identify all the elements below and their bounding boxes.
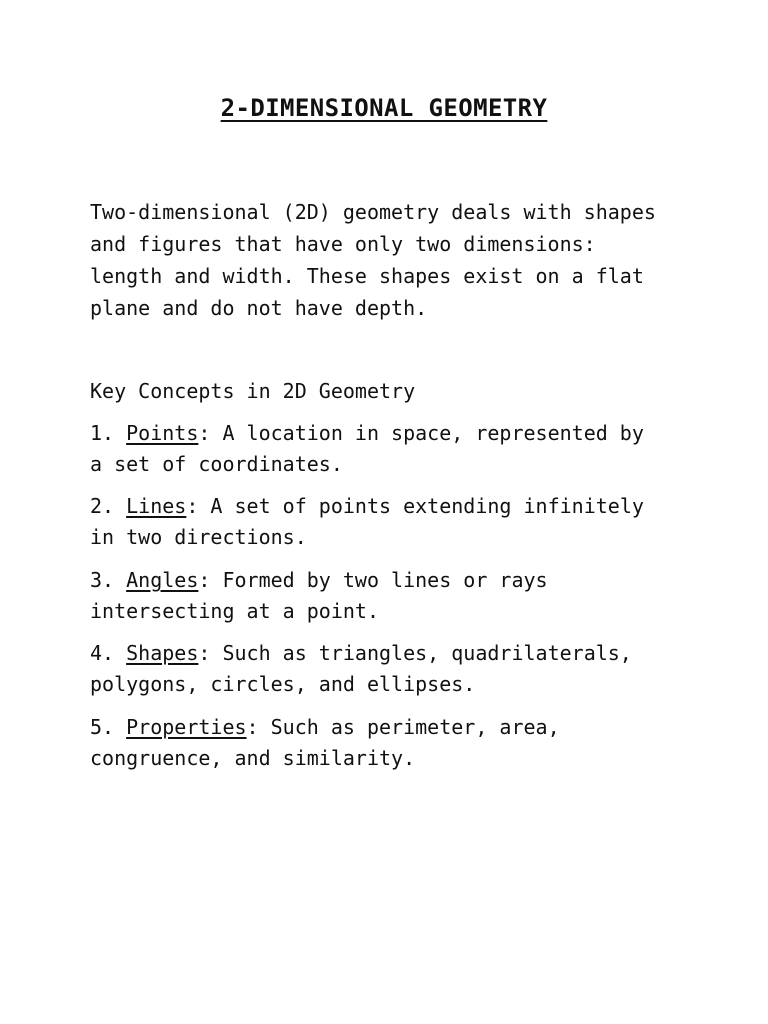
concept-description: : A set of points extending infinitely in two directions.: [90, 494, 644, 549]
concept-description: : Such as triangles, quadrilaterals, polygons, circles, and ellipses.: [90, 641, 632, 696]
concept-item-properties: [90, 712, 690, 774]
page-title: [0, 94, 768, 122]
page-title-text: 2-DIMENSIONAL GEOMETRY: [220, 94, 548, 122]
concept-term: Angles: [126, 568, 199, 592]
concept-term: Lines: [126, 494, 187, 518]
concept-number: 3.: [90, 568, 127, 592]
concept-number: 4.: [90, 641, 127, 665]
concept-item-angles: [90, 565, 690, 627]
intro-paragraph: Two-dimensional (2D) geometry deals with shapes and figures that have only two dimensions: length and width. These shapes exist on a flat plane and do not have depth.: [90, 200, 656, 320]
concept-number: 5.: [90, 715, 127, 739]
section-heading: Key Concepts in 2D Geometry: [90, 379, 416, 403]
concept-description: : Such as perimeter, area, congruence, and similarity.: [90, 715, 560, 770]
concept-item-lines: [90, 491, 690, 553]
concept-item-shapes: [90, 638, 690, 700]
concept-term: Properties: [126, 715, 247, 739]
concept-description: : A location in space, represented by a set of coordinates.: [90, 421, 644, 476]
concept-item-points: [90, 418, 690, 480]
concept-term: Shapes: [126, 641, 199, 665]
concept-number: 1.: [90, 421, 127, 445]
concept-number: 2.: [90, 494, 127, 518]
concept-description: : Formed by two lines or rays intersecting at a point.: [90, 568, 548, 623]
concept-term: Points: [126, 421, 199, 445]
